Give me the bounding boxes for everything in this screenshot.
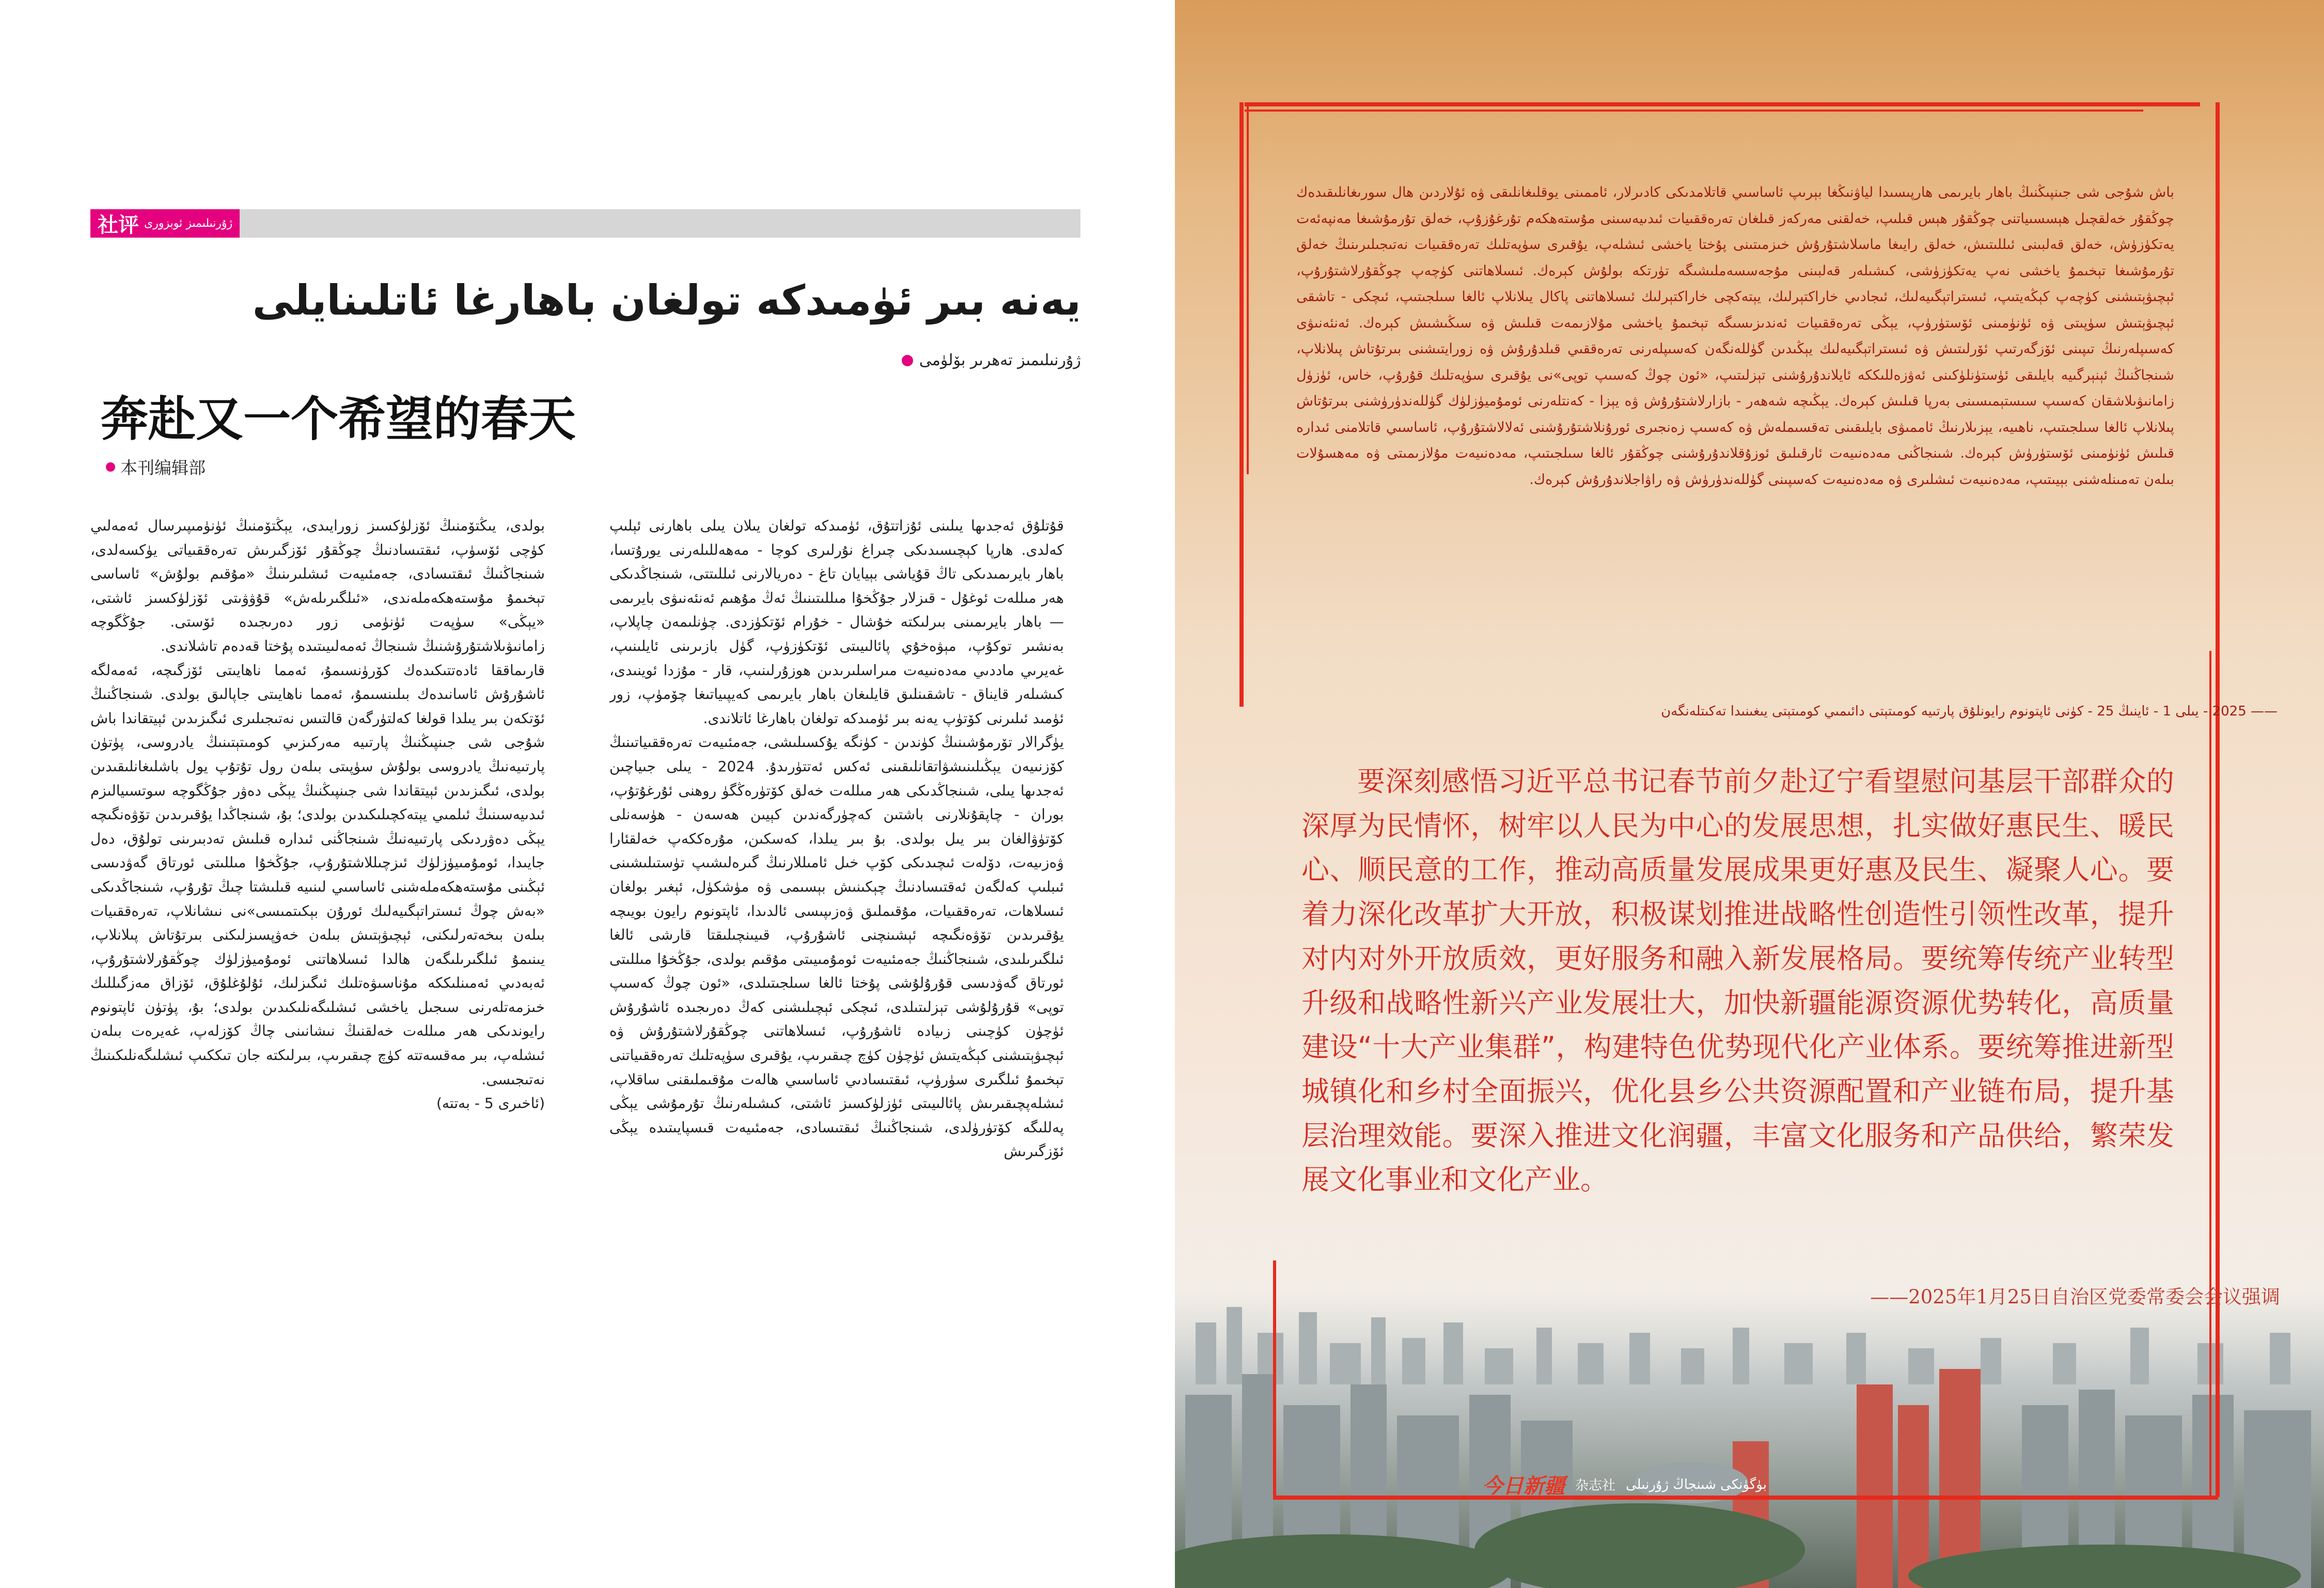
- quote-source-zh: ——2025年1月25日自治区党委常委会会议强调: [1870, 1286, 2280, 1308]
- frame-line: [1247, 102, 1249, 474]
- body-column-first: [609, 514, 1064, 1501]
- article-title-ug: يەنە بىر ئۈمىدكە تولغان باھارغا ئاتلىنايلى: [252, 276, 1081, 324]
- byline-zh-text: 本刊编辑部: [120, 458, 206, 478]
- bullet-dot-icon: [106, 462, 115, 472]
- frame-line: [1239, 102, 1244, 707]
- publisher-credit: [1482, 1470, 1767, 1499]
- body-column-second: [90, 514, 545, 1501]
- frame-line: [2209, 651, 2211, 1498]
- frame-line: [1245, 110, 2143, 112]
- paragraph: قارىماققا ئادەتتىكىدەك كۆرۈنسىمۇ، ئەمما ناھايىتى ئۆزگىچە، ئەمەلگە ئاشۇرۇش ئاسانىدەك بىلىنسىمۇ، ئەمما ناھايىتى جاپالىق بولدى. شىنجاڭنىڭ ئۆتكەن بىر يىلدا قولغا كەلتۈرگەن قالتىس نەتىجىلىرى ئىگىزىدىن ئېيتقاندا باش شۇجى شى جىنپىڭنىڭ پارتىيە مەركىزىي كومىتېتىنىڭ يادروسى، پۈتۈن پارتىيەنىڭ يادروسى بولۇش سۈپىتى بىلەن رول تۇتۇپ يول باشلىغانلىقىدىن بولدى، ئىگىزىدىن ئېيتقاندا شى جىنپىڭنىڭ يېڭى دەۋر جۇڭگوچە سوتسىيالىزم ئىدىيەسىنىڭ ئىلمىي يېتەكچىلىكىدىن بولدى؛ بۇ، شىنجاڭدا يۇقىرىدىن تۆۋەنگىچە يېڭى دەۋردىكى پارتىيەنىڭ شىنجاڭنى ئىدارە قىلىش تەدبىرىنى تولۇق، دەل جايىدا، ئومۇمىيۈزلۈك ئىزچىللاشتۇرۇپ، جۇڭخۇا مىللىتى ئورتاق گەۋدىسى ئېڭىنى مۇستەھكەملەشنى ئاساسىي لىنىيە قىلىشتا چىڭ تۇرۇپ، شىنجاڭدىكى «بەش چوڭ ئىستراتېگىيەلىك ئورۇن بېكىتمىسى»نى نىشانلاپ، تەرەققىيات بىلەن بىخەتەرلىكنى، ئېچىۋېتىش بىلەن خەۋپسىزلىكنى بىرتۇتاش پىلانلاپ، يىنىمۇ ئىلگىرىلىگەن ھالدا ئىسلاھاتنى ئومۇميۈزلۈك چوڭقۇرلاشتۇرۇپ، ئەبەدىي ئەمىنلىككە مۇناسىۋەتلىك ئىگىزلىك، ئۇلۇغلۇق، ئۆزاق مەزگىللىك خىزمەتلەرنى سىجىل ياخشى ئىشلىگەنلىكىدىن بولدى؛ بۇ، پۈتۈن ئاپتونوم رايوندىكى ھەر مىللەت خەلقنىڭ نىشانىنى چاڭ كۆزلەپ، غەيرەت بىلەن ئىشلەپ، بىر مەقسەتتە كۈچ چىقىرىپ، بىرلىكتە جان تىككىپ ئىشلىگەنلىكىنىڭ نەتىجىسى.: [90, 661, 545, 1088]
- frame-line: [1245, 102, 2200, 106]
- frame-line: [1273, 1260, 1276, 1498]
- paragraph: بولدى، يىڭتۆمنىڭ ئۆزلۈكسىز زورايىدى، يېڭتۆمنىڭ ئۈنۈمىپىرسال ئەمەلىي كۈچى ئۆسۈپ، ئىقتىسادنىڭ چوڭقۇر ئۆزگىرىش تەرەققىياتى يۈكسەلدى، شىنجاڭنىڭ ئىقتىسادى، جەمئىيەت ئىشلىرىنىڭ «مۇقىم بولۇش» ئاساسى تېخىمۇ مۇستەھكەملەندى، «ئىلگىرىلەش» قۇۋۋىتى ئۆزلۈكسىز ئاشتى، «يېڭى» سۈپەت ئۈنۈمى زور دەرىجىدە ئۆستى. جۇڭگوچە زامانىۋىلاشتۇرۇشنىڭ شىنجاڭ ئەمەلىيىتىدە پۇختا قەدەم تاشلاندى.: [90, 517, 545, 655]
- publisher-logo-text: 今日新疆: [1482, 1474, 1565, 1498]
- column-tag-zh: 社评: [98, 213, 139, 237]
- paragraph: قۇتلۇق ئەجدىھا يىلىنى ئۇزاتتۇق، ئۈمىدكە تولغان يىلان يىلى باھارنى ئېلىپ كەلدى. ھارپا كېچىسىدىكى چىراغ نۇرلىرى كوچا - مەھەللىلەرنى يورۇتسا، باھار بايرىمىدىكى تاڭ قۇياشى بېيايان تاغ - دەريالارنى ئىللىتتى، شىنجاڭدىكى ھەر مىللەت ئوغۇل - قىزلار جۇڭخۇا مىللىتىنىڭ ئەڭ مۇھىم ئەنئەنىۋى بايرىمى — باھار بايرىمىنى بىرلىكتە خۇشال - خۇرام ئۆتكۈزدى. چۈنلىمەن چاپلاپ، بەنشىر توكۇپ، مېۋەخۇي پائالىيىتى ئۆتكۈزۈپ، گۈل بازىرىنى ئايلىنىپ، غەيرىي ماددىي مەدەنىيەت مىراسلىرىدىن ھوزۇرلىنىپ، قار - مۇزدا ئوينىدى، كىشىلەر قايناق - تاشقىنلىق قايلىغان باھار بايرىمى كەيپىياتىغا چۆمۈپ، زور ئۈمىد ئىلىرنى كۆتۈپ يەنە بىر ئۈمىدكە تولغان باھارغا ئاتلاندى.: [609, 517, 1064, 727]
- quote-source-ug: —— 2025 - يىلى 1 - ئاينىڭ 25 - كۈنى ئاپتونوم رايونلۇق پارتىيە كومىتېتى دائىمىي كومىتېتى يىغىنىدا تەكىتلەنگەن: [1661, 704, 2278, 719]
- right-page: [1175, 0, 2324, 1588]
- article-title-zh: 奔赴又一个希望的春天: [101, 392, 576, 447]
- bullet-dot-icon: [902, 355, 913, 366]
- publisher-name-ug: بۈگۈنكى شىنجاڭ ژۇرنىلى: [1626, 1476, 1767, 1492]
- quote-zh: 要深刻感悟习近平总书记春节前夕赴辽宁看望慰问基层干部群众的深厚为民情怀，树牢以人民为中心的发展思想，扎实做好惠民生、暖民心、顺民意的工作，推动高质量发展成果更好惠及民生、凝聚人心。要着力深化改革扩大开放，积极谋划推进战略性创造性引领性改革，提升对内对外开放质效，更好服务和融入新发展格局。要统筹传统产业转型升级和战略性新兴产业发展壮大，加快新疆能源资源优势转化，高质量建设“十大产业集群”，构建特色优势现代化产业体系。要统筹推进新型城镇化和乡村全面振兴，优化县乡公共资源配置和产业链布局，提升基层治理效能。要深入推进文化润疆，丰富文化服务和产品供给，繁荣发展文化事业和文化产业。: [1301, 765, 2174, 1196]
- continued-note: (ئاخىرى 5 - بەتتە): [436, 1095, 545, 1112]
- column-tag: [90, 209, 240, 238]
- column-tag-ug: ژۇرنىلىمىز ئوبزورى: [144, 217, 233, 230]
- column-banner: [90, 209, 1080, 238]
- byline-zh: [106, 455, 206, 479]
- quote-ug: باش شۇجى شى جىنپىڭنىڭ باھار بايرىمى ھارپىسىدا لياۋنىڭغا بېرىپ ئاساسىي قاتلامدىكى كادىرلار، ئاممىنى يوقلىغانلىقى ۋە ئۇلاردىن ھال سورىغانلىقىدەك چوڭقۇر خەلقچىل ھېسسىياتنى چوڭقۇر ھېس قىلىپ، خەلقنى مەركەز قىلغان تەرەققىيات ئىدىيەسىنى مۇستەھكەم تۇرغۇزۇپ، خەلق تۇرمۇشىغا مەنپەئەت يەتكۈزۈش، خەلق قەلبىنى ئىللىتىش، خەلق رايىغا ماسلاشتۇرۇش خىزمىتىنى پۇختا ياخشى ئىشلەپ، يۇقىرى سۈپەتلىك تەرەققىيات نەتىجىلىرىنىڭ خەلق تۇرمۇشىغا تېخىمۇ ياخشى نەپ يەتكۈزۈشى، كىشىلەر قەلبىنى مۇجەسسەملىشىگە تۈرتكە بولۇش كېرەك. ئىسلاھاتنى كۈچەپ چوڭقۇرلاشتۇرۇپ، ئېچىۋېتىشنى كۈچەپ كېڭەيتىپ، ئىستراتېگىيەلىك، ئىجادىي خاراكتېرلىك، يېتەكچى خاراكتېرلىك ئىسلاھاتنى پاكال يىلانلاپ ئالغا سىلجىتىپ، ئىچكى - تاشقى ئېچىۋېتىش سۈپىتى ۋە ئۈنۈمىنى ئۆستۈرۈپ، يېڭى تەرەققىيات ئەندىزىسىگە تېخىمۇ ياخشى مۇلازىمەت قىلىش ۋە سىڭىشىش كېرەك. ئەنئەنىۋى كەسىپلەرنىڭ تىپىنى ئۆزگەرتىپ ئۆرلىتىش ۋە ئىستراتېگىيەلىك يېڭىدىن گۈللەنگەن كەسىپلەرنى تەرەققىي قىلدۇرۇش ۋە زورايتىشنى بىرتۇتاش پىلانلاپ، شىنجاڭنىڭ ئېنېرگىيە بايلىقى ئۈستۈنلۈكىنى ئەۋزەللىككە ئايلاندۇرۇشنى تېزلىتىپ، «ئون چوڭ كەسىپ توپى»نى يۇقىرى سۈپەتلىك قۇرۇپ، خاس، ئۈزۈل زامانىۋىلاشقان كەسىپ سىستېمىسىنى بەرپا قىلىش كېرەك. يېڭىچە شەھەر - بازارلاشتۇرۇش ۋە يېزا - كەنتلەرنى ئومۇميۈزلۈك گۈللەندۈرۈشنى بىرتۇتاش پىلانلاپ ئالغا سىلجىتىپ، ناھىيە، يېزىلارنىڭ ئاممىۋى بايلىقىنى تەقسىملەش ۋە كەسىپ زەنجىرى ئورۇنلاشتۇرۇشنى ئەلالاشتۇرۇپ، ئاساسىي قاتلامنى ئىدارە قىلىش ئۈنۈمىنى ئۆستۈرۈش كېرەك. شىنجاڭنى مەدەنىيەت ئارقىلىق ئوزۇقلاندۇرۇشنى چوڭقۇر ئالغا سىلجىتىپ، مەدەنىيەت مۇلازىمىتى ۋە مەھسۇلات بىلەن تەمىنلەشنى بېيىتىپ، مەدەنىيەت ئىشلىرى ۋە مەدەنىيەت كەسپىنى گۈللەندۈرۈش ۋە راۋاجلاندۇرۇش كېرەك.: [1296, 184, 2174, 488]
- publisher-sub: 杂志社: [1575, 1478, 1616, 1493]
- byline-ug-text: ژۇرنىلىمىز تەھرىر بۆلۈمى: [919, 351, 1081, 369]
- byline-ug: [902, 351, 1081, 369]
- paragraph: يۈگرالار تۆرمۇشىنىڭ كۈندىن - كۈنگە يۇكسىلىشى، جەمئىيەت تەرەققىياتىنىڭ كۆزنىيەن يېڭىلىنىشۋاتقانلىقىنى ئەكس ئەتتۈرىدۇ. 2024 - يىلى جىياچىن ئەجدىھا يىلى، شىنجاڭدىكى ھەر مىللەت خەلق كۆتۈرەڭگۈ روھنى ئۇرغۇتۇپ، بوران - چاپقۇنلارنى باشتىن كەچۈرگەندىن كېيىن ھەسەن - ھۈسەنلى كۆتۈۋالغان بىر يىل بولدى. بۇ بىر يىلدا، كەسكىن، مۇرەككەپ خەلقئارا ۋەزىيەت، دۆلەت ئىچىدىكى كۆپ خىل ئامىللارنىڭ گىرەلىشىپ تۈستىلىشىنى ئىبلىپ كەلگەن ئەقتىسادنىڭ چېكىنىش بېسىمى ۋە مۈشكۈل، ئېغىر بولغان ئىسلاھات، تەرەققىيات، مۇقىملىق ۋەزىپىسى ئالدىدا، ئاپتونوم رايون بويىچە يۇقىرىدىن تۆۋەنگىچە ئېشىنچنى ئاشۇرۇپ، قىيىنچىلىقتا قارشى ئالغا ئىلگىرىلىدى، شىنجاڭنىڭ جەمئىيەت ئومۇمىيىتى مۇقىم بولدى، جۇڭخۇا مىللىتى ئورتاق گەۋدىسى قۇرۇلۇشى پۇختا ئالغا سىلجىتىلدى، «ئون چوڭ كەسىپ توپى» قۇرۇلۇشى تېزلىتىلدى، ئىچكى ئېچىلىشنى كەڭ دەرىجىدە ئاشۇرۇش ئۈچۈن كۈچىنى زىيادە ئاشۇرۇپ، ئىسلاھاتنى چوڭقۇرلاشتۇرۇش ۋە ئېچىۋېتىشنى كېڭەيتىش ئۈچۈن كۈچ چىقىرىپ، يۇقىرى سۈپەتلىك تەرەققىياتنى تېخىمۇ ئىلگىرى سۈرۈپ، ئىقتىسادىي ئاساسىي ھالەت مۇقىملىقنى ساقلاپ، ئىشلەپچىقىرىش پائالىيىتى ئۈزلۈكسىز ئاشتى، كىشىلەرنىڭ تۇرمۇشى يېڭى پەللىگە كۆتۈرۈلدى، شىنجاڭنىڭ ئىقتىسادى، جەمئىيەت قىسپايىتىدە يېڭى ئۆزگىرىش: [609, 734, 1064, 1160]
